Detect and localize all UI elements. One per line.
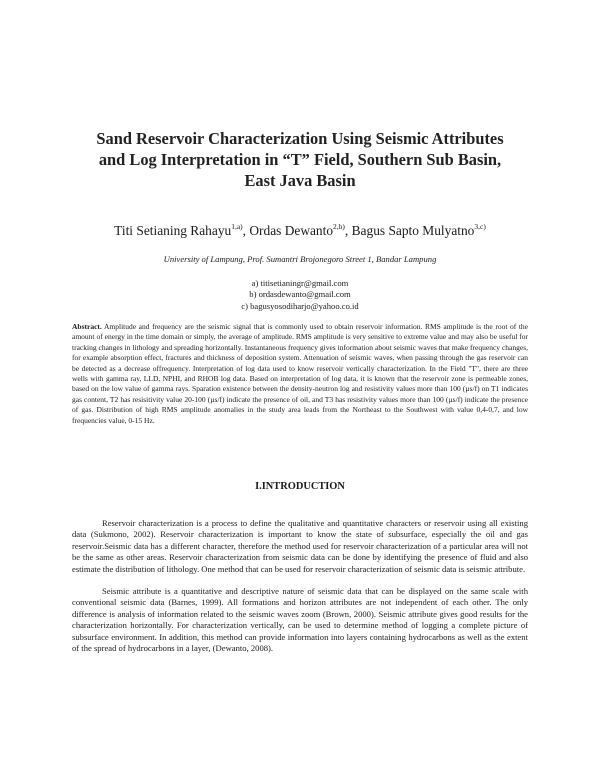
abstract-text: Amplitude and frequency are the seismic signal that is commonly used to obtain reservoir information. RMS amplitude is the root of the amount of energy in the time domain or simply, the average of amplitude. RMS amplitude is very sensitive to extreme value and may also be useful for tracking changes in lithology and spreading horizontally. Instantaneous frequency gives information about seismic waves that make frequency changes, for example absorption effect, fractures and thickness of deposition system. Attenuation of seismic waves, when passing through the gas reservoir can be detected as a decrease offrequency. Interpretation of log data used to know reservoir vertically characterization. In the Field "T", there are three wells with gamma ray, LLD, NPHI, and RHOB log data. Based on interpretation of log data, it is known that the reservoir zone is permeable zones, based on the low value of gamma rays. Sparation existence between the density-neutron log and resistivity values more than 100 (µs/f) on T1 indicates gas content, T2 has resisitivity value 20-100 (µs/f) indicate the presence of oil, and T3 has resistivity values more than 100 (µs/f) indicate the presence of gas. Distribution of high RMS amplitude anomalies in the study area leads from the Northeast to the Southwest with value 0,4-0,7, and low frequencies value, 0-15 Hz.	[72, 322, 528, 425]
abstract	[72, 322, 528, 426]
author-name: Bagus Sapto Mulyatno	[351, 223, 475, 238]
email-list	[60, 278, 540, 312]
email-item: c) bagusyosodiharjo@yahoo.co.id	[241, 300, 359, 311]
author-list	[60, 222, 540, 240]
paragraph-text: Seismic attribute is a quantitative and descriptive nature of seismic data that can be displayed on the same scale with conventional seismic data (Barnes, 1999). All formations and horizon attributes are not independent of each other. The only difference is analysis of information related to the seismic waves zoom (Brown, 2000). Seismic attribute gives good results for the characterization horizontally. For characterization vertically, can be used to determine method of logging a complete picture of subsurface environment. In addition, this method can provide information into layers containing hydrocarbons as well as the extent of the spread of hydrocarbons in a layer, (Dewanto, 2008).	[72, 586, 528, 654]
title-line-2: and Log Interpretation in “T” Field, Southern Sub Basin,	[98, 150, 502, 169]
author-superscript: 1,a)	[231, 222, 243, 231]
author-name: Ordas Dewanto	[249, 223, 334, 238]
author-separator: ,	[344, 223, 352, 238]
email-item: a) titisetianingr@gmail.com	[251, 278, 349, 288]
abstract-label: Abstract.	[72, 322, 102, 331]
affiliation: University of Lampung, Prof. Sumantri Brojonegoro Street 1, Bandar Lampung	[163, 254, 437, 264]
author-name: Titi Setianing Rahayu	[114, 223, 232, 238]
email-item: b) ordasdewanto@gmail.com	[249, 289, 351, 300]
body-paragraph	[72, 586, 528, 654]
author-superscript: 3,c)	[474, 222, 486, 231]
paragraph-text: Reservoir characterization is a process to define the qualitative and quantitative characters or reservoir using all existing data (Sukmono, 2002). Reservoir characterization is important to know the state of subsurface, especially the oil and gas reservoir.Seismic data has a different character, therefore the method used for reservoir characterization of a particular area will not be the same as other areas. Reservoir characterization from seismic data can be done by identifying the presence of fluid and also estimate the distribution of lithology. One method that can be used for reservoir characterization of seismic data is seismic attribute.	[72, 518, 528, 574]
author-separator: ,	[242, 223, 250, 238]
body-paragraph	[72, 518, 528, 575]
title-line-1: Sand Reservoir Characterization Using Seismic Attributes	[96, 129, 504, 148]
title-line-3: East Java Basin	[244, 171, 356, 190]
section-heading: I.INTRODUCTION	[255, 481, 345, 492]
paper-title	[60, 128, 540, 191]
author-superscript: 2,b)	[333, 222, 345, 231]
